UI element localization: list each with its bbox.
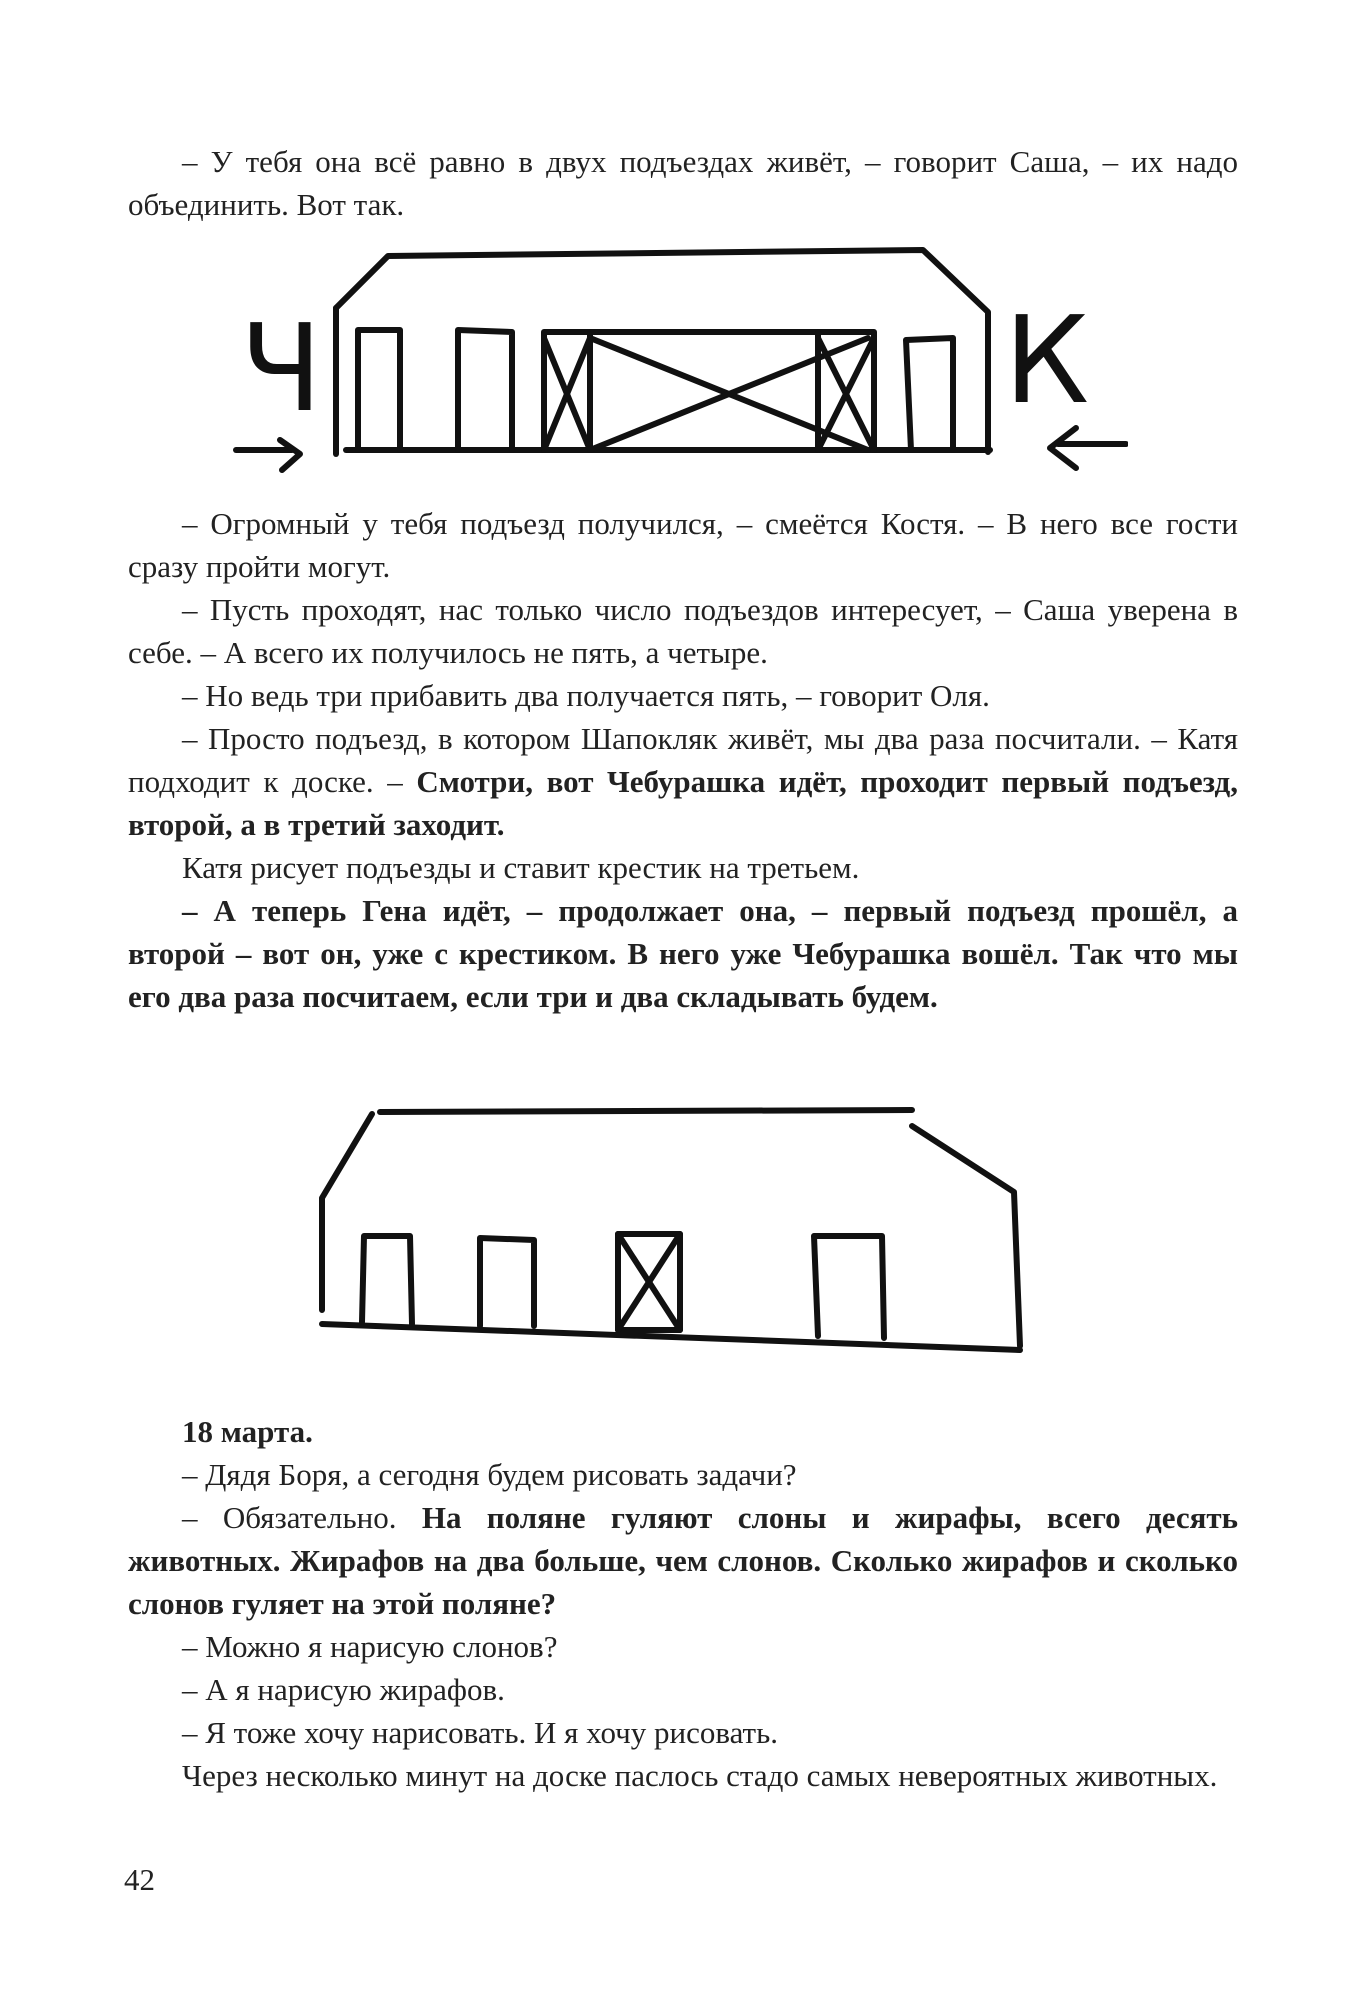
label-kostya: К xyxy=(1004,292,1090,431)
paragraph-text: – Обязательно. xyxy=(182,1500,422,1535)
combined-entrances-drawing xyxy=(228,244,1128,484)
text-section-3 xyxy=(128,1410,1238,1797)
door-4 xyxy=(906,338,953,450)
paragraph: – Я тоже хочу нарисовать. И я хочу рисовать. xyxy=(182,1715,778,1750)
paragraph-bold-text: На поляне гуляют слоны и жирафы, всего десять животных. Жирафов на два больше, чем слонов. Сколько жирафов и сколько слонов гуляет на этой поляне? xyxy=(128,1500,1238,1621)
paragraph: Катя рисует подъезды и ставит крестик на третьем. xyxy=(182,850,860,885)
paragraph: – А я нарисую жирафов. xyxy=(182,1672,505,1707)
arrow-left-head xyxy=(1050,428,1076,468)
paragraph: – Пусть проходят, нас только число подъездов интересует, – Саша уверена в себе. – А всего их получилось не пять, а четыре. xyxy=(128,592,1238,670)
paragraph: – Но ведь три прибавить два получается пять, – говорит Оля. xyxy=(182,678,990,713)
text-section-2 xyxy=(128,502,1238,1018)
four-entrances-drawing xyxy=(312,1100,1032,1360)
door-2 xyxy=(458,330,512,450)
date-heading: 18 марта. xyxy=(182,1414,313,1449)
paragraph-bold-text: Смотри, вот Чебурашка идёт, проходит первый подъезд, второй, а в третий заходит. xyxy=(128,764,1238,842)
building-roof-right xyxy=(912,1126,1020,1346)
paragraph: – Можно я нарисую слонов? xyxy=(182,1629,558,1664)
paragraph xyxy=(128,1496,1238,1625)
text-section-1 xyxy=(128,140,1238,226)
paragraph: Через несколько минут на доске паслось стадо самых невероятных животных. xyxy=(182,1758,1218,1793)
door-1 xyxy=(362,1236,412,1324)
paragraph: – А теперь Гена идёт, – продолжает она, – первый подъезд прошёл, а второй – вот он, уже с крестиком. В него уже Чебурашка вошёл. Так что мы его два раза посчитаем, если три и два складывать будем. xyxy=(128,893,1238,1014)
paragraph-text: – Просто подъезд, в котором Шапокляк живёт, мы два раза посчитали. – Катя подходит к доске. – xyxy=(128,721,1238,799)
building-roof xyxy=(380,1110,912,1112)
paragraph xyxy=(128,717,1238,846)
paragraph: – У тебя она всё равно в двух подъездах живёт, – говорит Саша, – их надо объединить. Вот так. xyxy=(128,144,1238,222)
door-1 xyxy=(358,330,400,450)
door-2 xyxy=(480,1238,534,1326)
label-cheburashka: Ч xyxy=(240,300,323,439)
arrow-right-head xyxy=(280,440,300,470)
paragraph: – Огромный у тебя подъезд получился, – смеётся Костя. – В него все гости сразу пройти могут. xyxy=(128,506,1238,584)
paragraph: – Дядя Боря, а сегодня будем рисовать задачи? xyxy=(182,1457,797,1492)
door-4 xyxy=(814,1236,884,1338)
page-number: 42 xyxy=(124,1862,155,1897)
